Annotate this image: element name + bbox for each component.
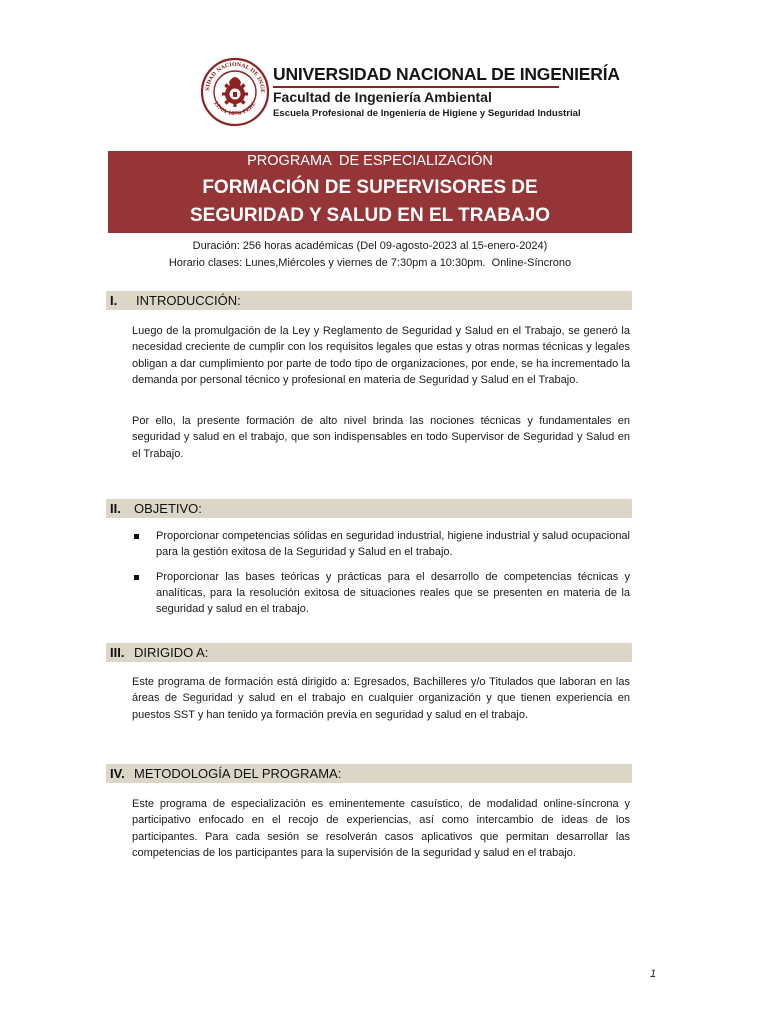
list-item-text: Proporcionar competencias sólidas en seguridad industrial, higiene industrial y salud ocupacional para la gestión exitosa de la Seguridad y Salud en el trabajo. — [156, 530, 630, 559]
svg-text:UNIVERSIDAD NACIONAL DE INGENI: SIDAD NACIONAL DE INGE — [204, 61, 266, 94]
methodology-paragraph: Este programa de especialización es eminentemente casuístico, de modalidad online-síncrona y participativo enfocado en el recojo de experiencias, así como intercambio de ideas de los participantes. Para cada sesión se resolverán casos aplicativos que permitan desarrollar las competencias de los participantes para la supervisión de la seguridad y salud en el trabajo. — [132, 798, 630, 859]
title-line-2: SEGURIDAD Y SALUD EN EL TRABAJO — [190, 205, 550, 226]
section-number: I. — [110, 293, 118, 308]
svg-text:LIMA 1876 PERÚ: LIMA 1876 PERÚ — [212, 100, 258, 118]
section-header-objetivo — [106, 499, 632, 518]
section-number: III. — [110, 645, 125, 660]
title-banner — [108, 151, 632, 233]
duration-text: Duración: 256 horas académicas (Del 09-agosto-2023 al 15-enero-2024) — [192, 240, 548, 252]
intro-paragraph-2: Por ello, la presente formación de alto nivel brinda las nociones técnicas y fundamentales en seguridad y salud en el trabajo, que son indispensables en todo Supervisor de Seguridad y Salud en el Trabajo. — [132, 415, 630, 460]
section-header-metodologia — [106, 764, 632, 783]
objective-list — [132, 528, 630, 625]
header-divider — [273, 86, 559, 88]
bullet-icon — [134, 534, 139, 539]
section-title: OBJETIVO: — [134, 501, 202, 516]
section-title: DIRIGIDO A: — [134, 645, 209, 660]
university-seal-logo — [200, 52, 270, 132]
list-item — [132, 569, 630, 618]
document-header — [200, 52, 620, 132]
section-header-dirigido — [106, 643, 632, 662]
list-item — [132, 528, 630, 561]
faculty-name: Facultad de Ingeniería Ambiental — [273, 89, 492, 105]
section-title: INTRODUCCIÓN: — [136, 293, 241, 308]
section-number: IV. — [110, 766, 125, 781]
title-line-1: FORMACIÓN DE SUPERVISORES DE — [202, 177, 538, 198]
list-item-text: Proporcionar las bases teóricas y prácticas para el desarrollo de competencias técnicas y analíticas, para la resolución exitosa de situaciones reales que se presenten en materia de la seguridad y salud en el trabajo. — [156, 570, 630, 616]
intro-paragraph-1: Luego de la promulgación de la Ley y Reglamento de Seguridad y Salud en el Trabajo, se generó la necesidad creciente de cumplir con los requisitos legales que estas y otras normas técnicas y legales obligan a dar cumplimiento por parte de todo tipo de organizaciones, por ende, se ha incrementado la demanda por personal técnico y profesional en materia de Seguridad y Salud en el Trabajo. — [132, 325, 630, 386]
page-number: 1 — [650, 968, 657, 980]
schedule-text: Horario clases: Lunes,Miércoles y viernes de 7:30pm a 10:30pm. Online-Síncrono — [168, 257, 572, 269]
section-header-introduccion — [106, 291, 632, 310]
section-title: METODOLOGÍA DEL PROGRAMA: — [134, 766, 342, 781]
university-name: UNIVERSIDAD NACIONAL DE INGENIERÍA — [273, 64, 620, 84]
school-name: Escuela Profesional de Ingeniería de Higiene y Seguridad Industrial — [273, 108, 581, 119]
audience-paragraph: Este programa de formación está dirigido a: Egresados, Bachilleres y/o Titulados que laboran en las áreas de Seguridad y salud en el trabajo en cualquier organización y que tienen experiencia en puestos SST y han tenido ya formación previa en seguridad y salud en el trabajo. — [132, 676, 630, 721]
program-label: PROGRAMA DE ESPECIALIZACIÓN — [247, 153, 493, 169]
section-number: II. — [110, 501, 121, 516]
bullet-icon — [134, 575, 139, 580]
